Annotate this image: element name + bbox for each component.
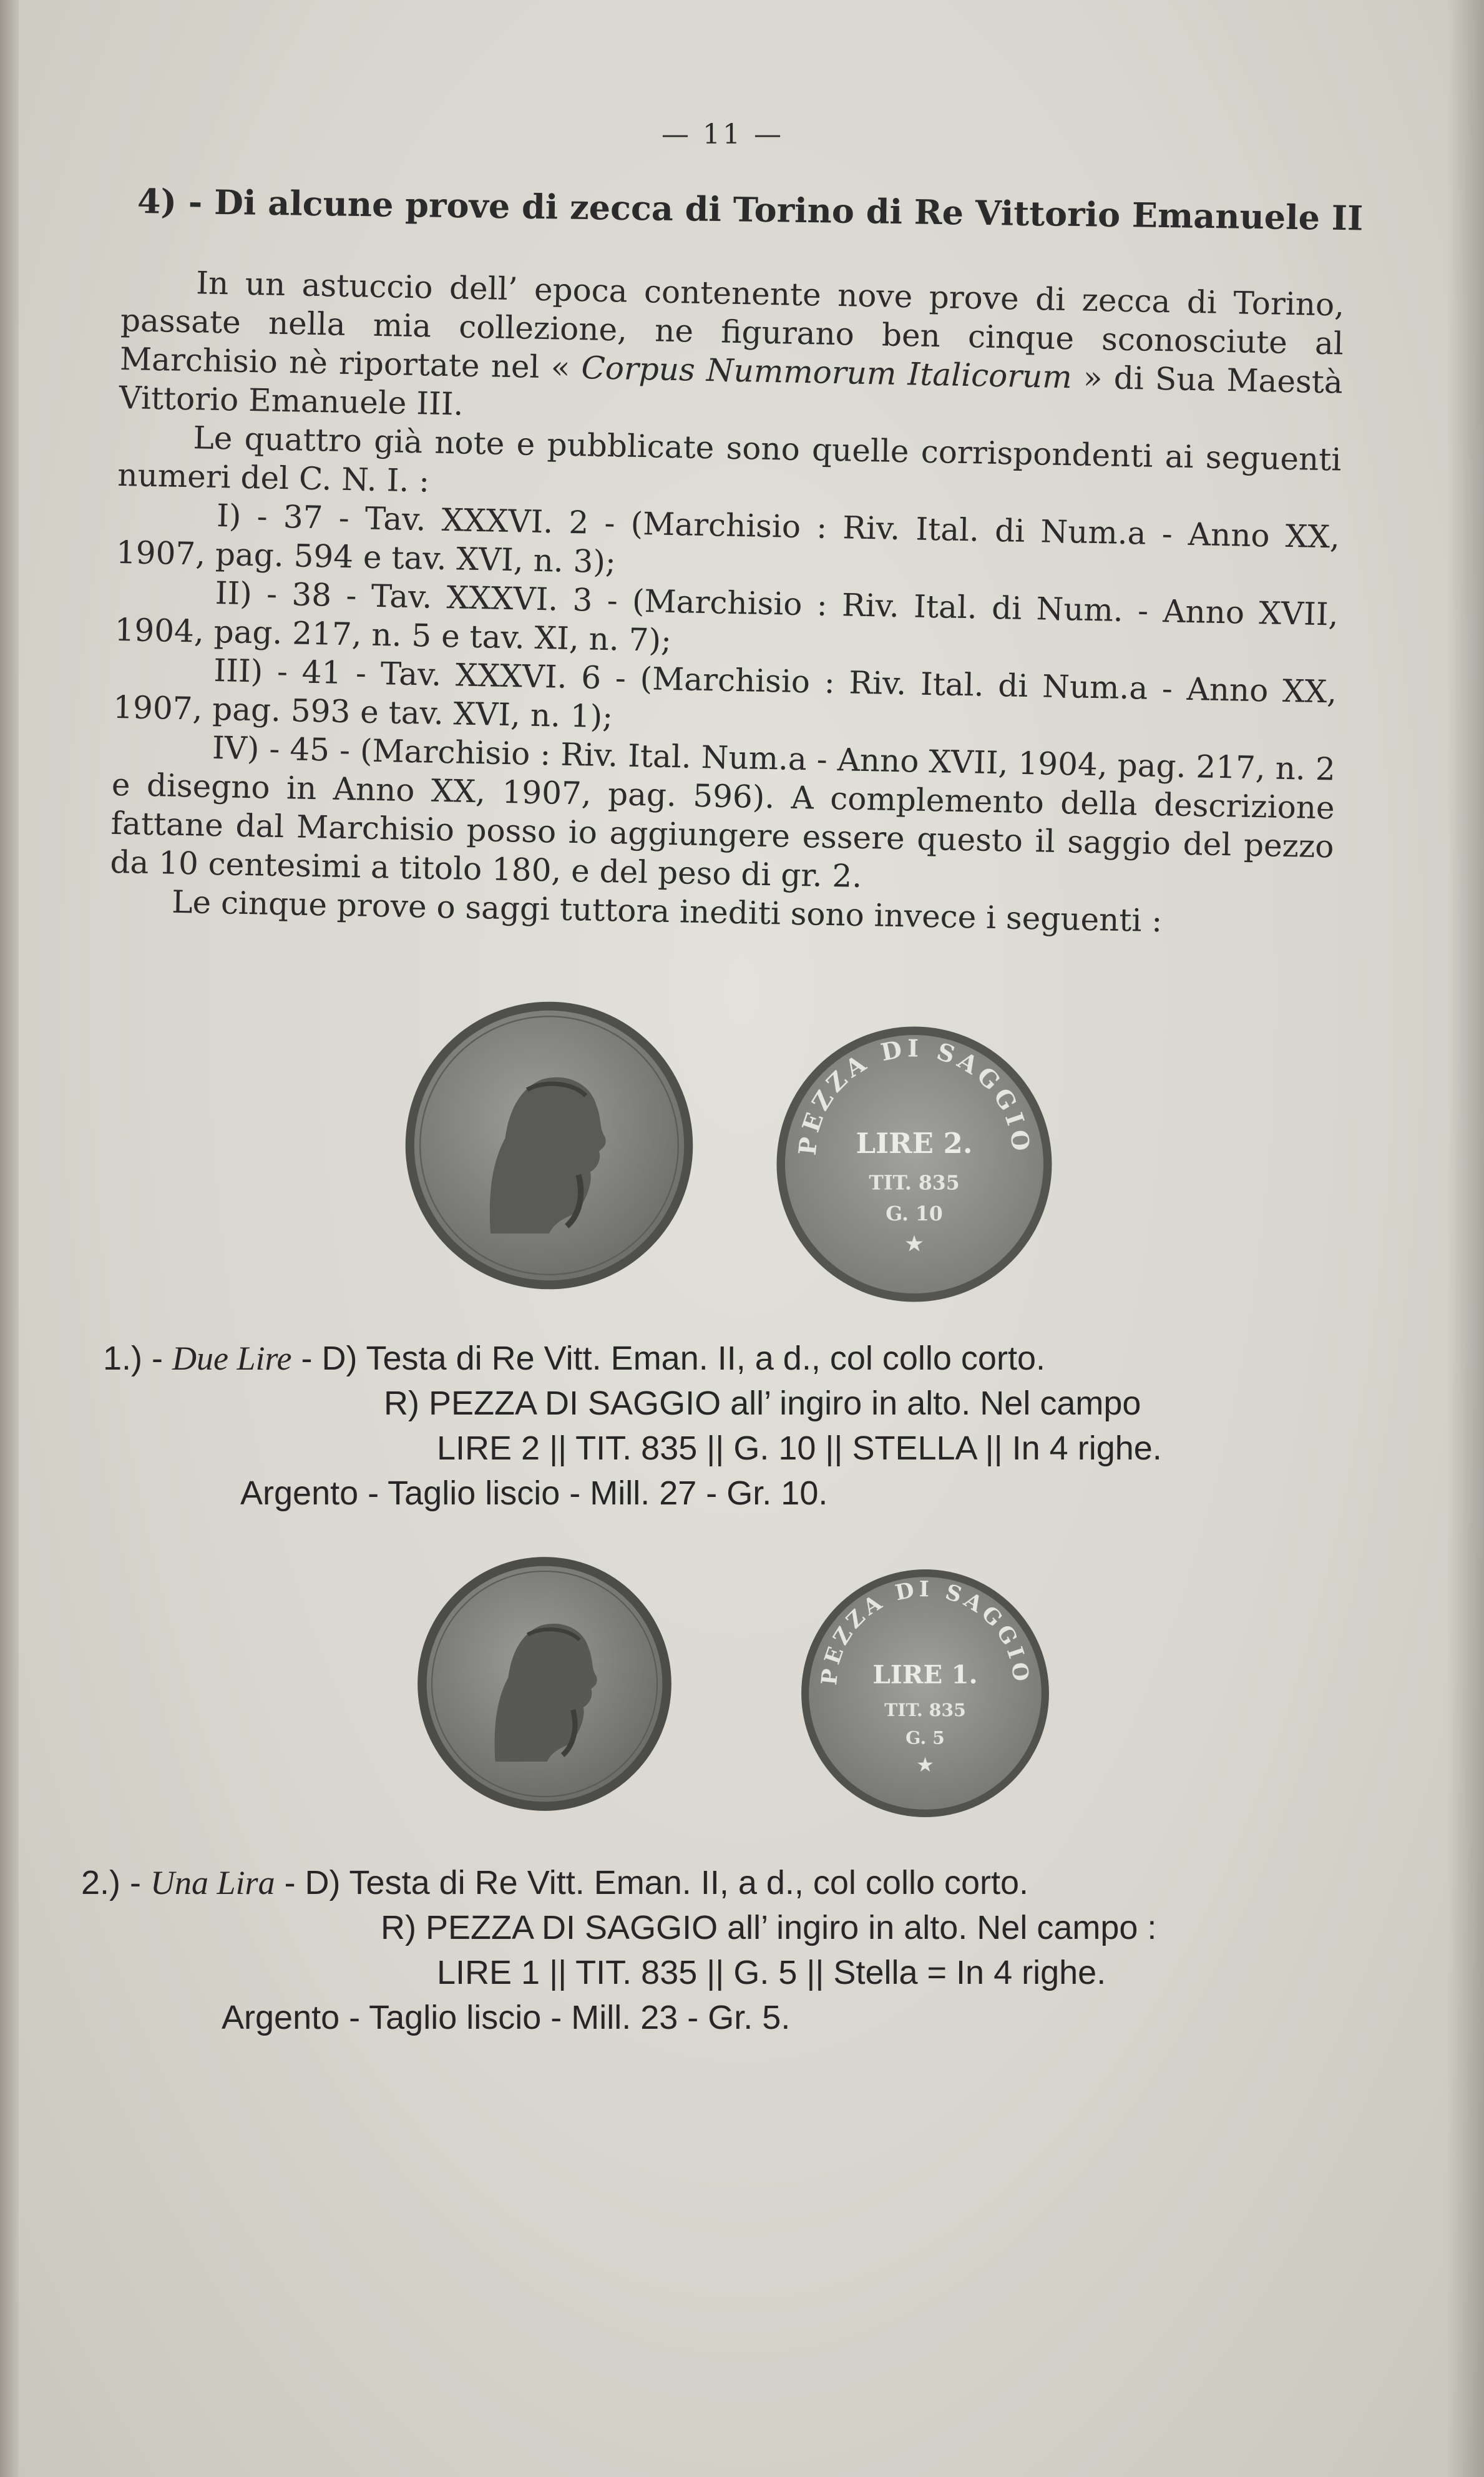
list-item: II) - 38 - Tav. XXXVI. 3 - (Marchisio : Riv. Ital. di Num. - Anno XVII, 1904, pag. 217, n. 5 e tav. XI, n. 7); [114, 574, 1339, 659]
coin-2-title: TIT. 835 [884, 1699, 966, 1720]
paragraph-intro: In un astuccio dell’ epoca contenente nove prove di zecca di Torino, passate nella mia collezione, ne figurano ben cinque sconosciute al Marchisio nè riportate nel « Corpus Nummorum Italicorum » di Sua Maestà Vittorio Emanuele III. [119, 265, 1345, 423]
coin-1-weight: G. 10 [886, 1202, 943, 1225]
book-spine-shadow [0, 0, 19, 2477]
coin-name: Due Lire [172, 1340, 292, 1377]
coin-2-obverse-image [415, 1554, 674, 1813]
caption-line: Argento - Taglio liscio - Mill. 23 - Gr. 5. [222, 1999, 791, 2036]
coin-2-denomination: LIRE 1. [872, 1659, 978, 1690]
coin-1-obverse-image [403, 999, 696, 1292]
coin-1-denomination: LIRE 2. [856, 1127, 973, 1160]
coin-1-title: TIT. 835 [869, 1171, 960, 1195]
page-number: — 11 — [661, 119, 784, 150]
caption-line: LIRE 1 || TIT. 835 || G. 5 || Stella = In 4 righe. [437, 1954, 1106, 1991]
coin-2-weight: G. 5 [906, 1727, 945, 1749]
coin-2-caption [81, 1860, 1392, 2040]
body-text [109, 262, 1345, 943]
section-heading: 4) - Di alcune prove di zecca di Torino di Re Vittorio Emanuele II [137, 181, 1364, 238]
coin-1-caption [103, 1336, 1382, 1516]
caption-line: Argento - Taglio liscio - Mill. 27 - Gr. 10. [240, 1474, 828, 1512]
list-item: IV) - 45 - (Marchisio : Riv. Ital. Num.a - Anno XVII, 1904, pag. 217, n. 2 e disegno in Anno XX, 1907, pag. 596). A complemento della descrizione fattane dal Marchisio posso io aggiungere essere questo il saggio del pezzo da 10 centesimi a titolo 180, e del peso di gr. 2. [109, 729, 1336, 895]
coin-2-legend: PEZZA DI SAGGIO [817, 1577, 1034, 1687]
star-icon: ★ [904, 1231, 925, 1257]
caption-line: 1.) - Due Lire - D) Testa di Re Vitt. Eman. II, a d., col collo corto. [103, 1340, 1045, 1377]
coin-2-reverse-image [799, 1567, 1052, 1820]
paragraph-known-coins: Le quattro già note e pubblicate sono quelle corrispondenti ai seguenti numeri del C. N. I. : [117, 419, 1342, 499]
corpus-title: Corpus Nummorum Italicorum [581, 350, 1073, 396]
caption-line: LIRE 2 || TIT. 835 || G. 10 || STELLA || In 4 righe. [437, 1430, 1162, 1467]
coin-1-legend: PEZZA DI SAGGIO [793, 1034, 1035, 1157]
list-item: I) - 37 - Tav. XXXVI. 2 - (Marchisio : Riv. Ital. di Num.a - Anno XX, 1907, pag. 594 e tav. XVI, n. 3); [115, 498, 1340, 581]
caption-line: R) PEZZA DI SAGGIO all’ ingiro in alto. Nel campo : [381, 1909, 1157, 1946]
caption-line: 2.) - Una Lira - D) Testa di Re Vitt. Eman. II, a d., col collo corto. [81, 1864, 1029, 1901]
paragraph-unpublished: Le cinque prove o saggi tuttora inediti sono invece i seguenti : [171, 883, 1163, 939]
star-icon: ★ [915, 1753, 935, 1777]
caption-line: R) PEZZA DI SAGGIO all’ ingiro in alto. Nel campo [384, 1385, 1141, 1422]
page-edge-shadow [1447, 0, 1484, 2477]
list-item: III) - 41 - Tav. XXXVI. 6 - (Marchisio : Riv. Ital. di Num.a - Anno XX, 1907, pag. 593 e tav. XVI, n. 1); [112, 652, 1337, 735]
coin-1-reverse-image [774, 1024, 1055, 1305]
coin-name: Una Lira [150, 1864, 275, 1901]
